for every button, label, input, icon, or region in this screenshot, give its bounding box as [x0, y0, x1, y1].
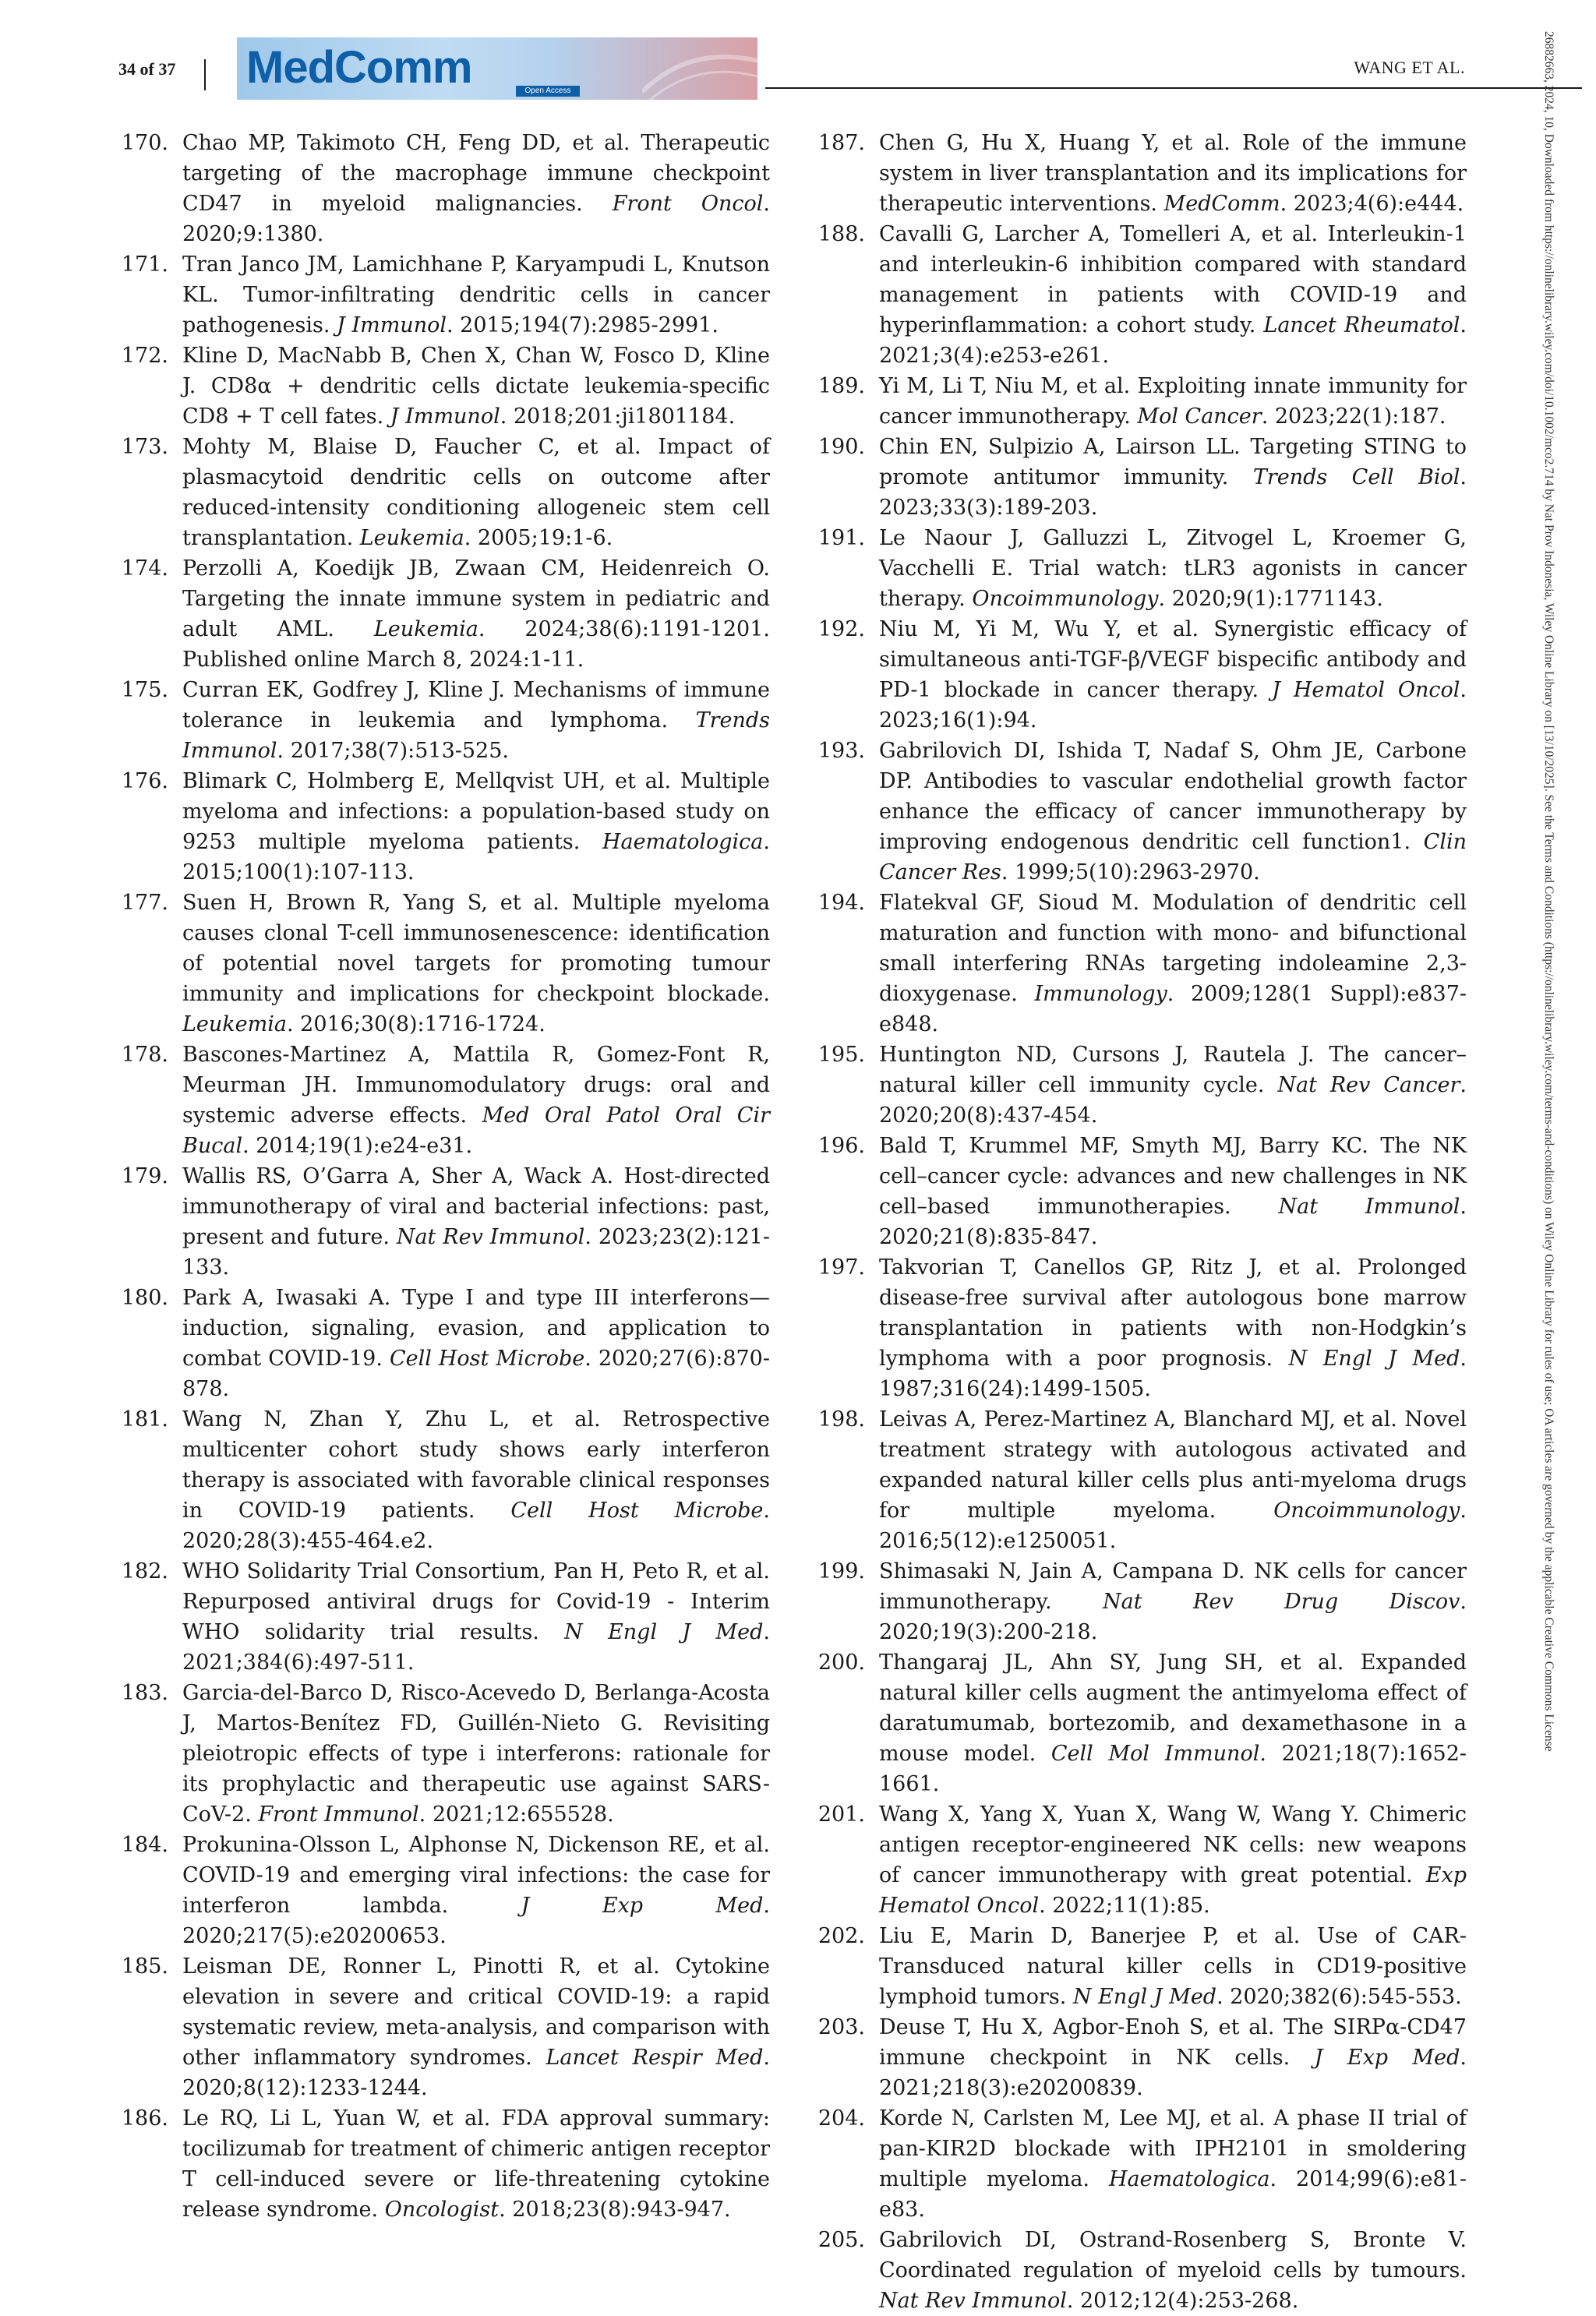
reference-journal: Front Immunol: [258, 1802, 419, 1827]
reference-item: [815, 1252, 1467, 1404]
reference-number: 191.: [817, 526, 865, 550]
reference-journal: Nat Rev Immunol: [396, 1225, 585, 1249]
reference-citation: Park A, Iwasaki A. Type I and type III interferons—induction, signaling, evasion, and application to combat COVID-19.: [182, 1286, 770, 1371]
reference-item: [118, 888, 770, 1040]
reference-volume: . 2021;12:655528.: [418, 1802, 614, 1827]
reference-item: [118, 553, 770, 675]
reference-journal: Oncoimmunology: [972, 587, 1159, 611]
reference-citation: Le RQ, Li L, Yuan W, et al. FDA approval summary: tocilizumab for treatment of chimeric antigen receptor T cell-induced severe or life-threatening cytokine release syndrome.: [182, 2106, 770, 2222]
reference-item: [815, 2012, 1467, 2103]
reference-item: [815, 1647, 1467, 1799]
reference-number: 176.: [121, 769, 168, 793]
reference-number: 196.: [817, 1134, 865, 1158]
reference-item: [815, 2103, 1467, 2225]
reference-journal: Nat Rev Cancer: [1277, 1073, 1460, 1097]
reference-volume: . 2016;5(12):e1250051.: [879, 1499, 1467, 1553]
reference-volume: . 2012;12(4):253-268.: [1066, 2289, 1299, 2313]
reference-text: [879, 1040, 1467, 1131]
reference-item: [815, 128, 1467, 219]
reference-number: 197.: [817, 1255, 865, 1280]
reference-volume: . 2020;19(3):200-218.: [879, 1590, 1467, 1644]
reference-item: [815, 1040, 1467, 1131]
reference-number: 182.: [121, 1559, 168, 1583]
reference-text: [182, 1040, 770, 1161]
journal-logo: [237, 37, 757, 100]
reference-citation: Deuse T, Hu X, Agbor-Enoh S, et al. The SIRPα-CD47 immune checkpoint in NK cells.: [879, 2015, 1467, 2070]
references-left-column: [118, 128, 770, 2225]
reference-volume: . 2021;3(4):e253-e261.: [879, 313, 1467, 368]
reference-volume: . 2023;33(3):189-203.: [879, 465, 1467, 520]
reference-item: [815, 1131, 1467, 1252]
reference-volume: . 2020;382(6):545-553.: [1216, 1985, 1462, 2009]
reference-number: 183.: [121, 1681, 168, 1705]
reference-journal: Lancet Respir Med: [546, 2046, 764, 2070]
reference-text: [879, 888, 1467, 1040]
reference-volume: . 2018;23(8):943-947.: [499, 2198, 731, 2222]
reference-journal: J Hematol Oncol: [1272, 678, 1460, 702]
reference-volume: . 2005;19:1-6.: [464, 526, 613, 550]
reference-item: [815, 2225, 1467, 2316]
reference-journal: Immunology: [1034, 982, 1167, 1006]
reference-text: [879, 128, 1467, 219]
reference-number: 175.: [121, 678, 168, 702]
reference-citation: Cavalli G, Larcher A, Tomelleri A, et al. Interleukin-1 and interleukin-6 inhibition compared with standard management in patients with COVID-19 and hyperinflammation: a cohort study.: [879, 222, 1467, 337]
reference-text: [879, 2012, 1467, 2103]
reference-text: [879, 1131, 1467, 1252]
reference-volume: . 2014;99(6):e81-e83.: [879, 2167, 1467, 2222]
reference-volume: . 2021;18(7):1652-1661.: [879, 1742, 1467, 1796]
reference-text: [182, 1678, 770, 1830]
reference-volume: . 2009;128(1 Suppl):e837-e848.: [879, 982, 1467, 1036]
reference-item: [815, 523, 1467, 614]
reference-volume: . 2016;30(8):1716-1724.: [286, 1012, 546, 1036]
reference-citation: Niu M, Yi M, Wu Y, et al. Synergistic efficacy of simultaneous anti-TGF-β/VEGF bispecific antibody and PD-1 blockade in cancer therapy.: [879, 617, 1467, 702]
reference-item: [118, 1161, 770, 1283]
reference-citation: Blimark C, Holmberg E, Mellqvist UH, et al. Multiple myeloma and infections: a population-based study on 9253 multiple myeloma patients.: [182, 769, 770, 854]
reference-number: 174.: [121, 556, 168, 581]
reference-journal: Leukemia: [373, 617, 478, 641]
header-separator: [204, 59, 206, 90]
download-sidebar: [1541, 31, 1570, 2073]
reference-citation: Bald T, Krummel MF, Smyth MJ, Barry KC. The NK cell–cancer cycle: advances and new challenges in NK cell–based immunotherapies.: [879, 1134, 1467, 1219]
reference-volume: . 2023;4(6):e444.: [1280, 192, 1464, 216]
download-notice: 26882663, 2024, 10, Downloaded from https://onlinelibrary.wiley.com/doi/10.1002/mco2.714 by Nat Prov Indonesia, Wiley Online Library on [13/10/2025]. See the Terms and Conditions (https://onlinelibrary.wiley.com/terms-and-conditions) on Wiley Online Library for rules of use; OA articles are governed by the applicable Creative Commons License: [1542, 31, 1555, 1752]
reference-item: [118, 766, 770, 888]
reference-text: [879, 1404, 1467, 1556]
reference-text: [879, 432, 1467, 523]
reference-item: [118, 432, 770, 553]
reference-item: [118, 128, 770, 249]
reference-citation: Mohty M, Blaise D, Faucher C, et al. Impact of plasmacytoid dendritic cells on outcome after reduced-intensity conditioning allogeneic stem cell transplantation.: [182, 435, 770, 550]
reference-journal: J Immunol: [390, 404, 500, 429]
reference-citation: Bascones-Martinez A, Mattila R, Gomez-Font R, Meurman JH. Immunomodulatory drugs: oral and systemic adverse effects.: [182, 1043, 770, 1128]
reference-number: 187.: [817, 131, 865, 155]
reference-volume: . 2021;218(3):e20200839.: [879, 2046, 1467, 2100]
reference-text: [182, 2103, 770, 2225]
reference-item: [815, 1799, 1467, 1921]
reference-item: [118, 341, 770, 432]
running-author: WANG ET AL.: [1354, 58, 1465, 77]
reference-citation: Curran EK, Godfrey J, Kline J. Mechanisms of immune tolerance in leukemia and lymphoma.: [182, 678, 770, 733]
reference-item: [118, 2103, 770, 2225]
reference-number: 181.: [121, 1407, 168, 1432]
reference-number: 188.: [817, 222, 865, 246]
logo-decoration-icon: [642, 37, 757, 100]
reference-number: 189.: [817, 374, 865, 398]
reference-citation: Chao MP, Takimoto CH, Feng DD, et al. Therapeutic targeting of the macrophage immune checkpoint CD47 in myeloid malignancies.: [182, 131, 770, 216]
reference-journal: Clin Cancer Res: [879, 830, 1467, 884]
reference-citation: Leisman DE, Ronner L, Pinotti R, et al. Cytokine elevation in severe and critical COVID-19: a rapid systematic review, meta-analysis, and comparison with other inflammatory syndromes.: [182, 1954, 770, 2070]
reference-text: [879, 219, 1467, 371]
reference-number: 203.: [817, 2015, 865, 2039]
reference-item: [815, 1921, 1467, 2012]
reference-citation: Kline D, MacNabb B, Chen X, Chan W, Fosco D, Kline J. CD8α + dendritic cells dictate leukemia-specific CD8 + T cell fates.: [182, 344, 770, 429]
open-access-badge: Open Access: [516, 86, 580, 97]
reference-citation: Tran Janco JM, Lamichhane P, Karyampudi L, Knutson KL. Tumor-infiltrating dendritic cells in cancer pathogenesis.: [182, 252, 770, 337]
reference-text: [879, 614, 1467, 736]
reference-citation: Korde N, Carlsten M, Lee MJ, et al. A phase II trial of pan-KIR2D blockade with IPH2101 in smoldering multiple myeloma.: [879, 2106, 1467, 2191]
reference-citation: Chin EN, Sulpizio A, Lairson LL. Targeting STING to promote antitumor immunity.: [879, 435, 1467, 489]
reference-text: [182, 1556, 770, 1678]
reference-journal: Trends Immunol: [182, 708, 770, 763]
reference-journal: Leukemia: [359, 526, 464, 550]
reference-text: [182, 888, 770, 1040]
reference-citation: Huntington ND, Cursons J, Rautela J. The cancer–natural killer cell immunity cycle.: [879, 1043, 1467, 1097]
reference-volume: . 2022;11(1):85.: [1039, 1894, 1210, 1918]
reference-text: [879, 736, 1467, 888]
reference-number: 194.: [817, 891, 865, 915]
page-header: [118, 37, 1465, 103]
header-rule: [765, 87, 1582, 89]
reference-item: [118, 1678, 770, 1830]
reference-citation: Gabrilovich DI, Ostrand-Rosenberg S, Bronte V. Coordinated regulation of myeloid cells by tumours.: [879, 2228, 1467, 2282]
reference-journal: J Exp Med: [1314, 2046, 1460, 2070]
reference-text: [182, 1283, 770, 1404]
reference-item: [118, 675, 770, 766]
page-number: 34 of 37: [118, 59, 176, 79]
reference-item: [815, 1404, 1467, 1556]
reference-item: [815, 432, 1467, 523]
reference-number: 184.: [121, 1833, 168, 1857]
reference-number: 185.: [121, 1954, 168, 1979]
reference-journal: Med Oral Patol Oral Cir Bucal: [182, 1103, 771, 1158]
reference-text: [182, 432, 770, 553]
reference-journal: Nat Rev Drug Discov: [1103, 1590, 1460, 1614]
reference-text: [879, 2103, 1467, 2225]
reference-journal: Leukemia: [182, 1012, 287, 1036]
reference-citation: Le Naour J, Galluzzi L, Zitvogel L, Kroemer G, Vacchelli E. Trial watch: tLR3 agonists in cancer therapy.: [879, 526, 1467, 611]
reference-citation: Perzolli A, Koedijk JB, Zwaan CM, Heidenreich O. Targeting the innate immune system in pediatric and adult AML.: [182, 556, 770, 641]
reference-citation: Wang N, Zhan Y, Zhu L, et al. Retrospective multicenter cohort study shows early interferon therapy is associated with favorable clinical responses in COVID-19 patients.: [182, 1407, 770, 1523]
reference-journal: Haematologica: [1108, 2167, 1270, 2191]
reference-text: [879, 1921, 1467, 2012]
reference-citation: Gabrilovich DI, Ishida T, Nadaf S, Ohm JE, Carbone DP. Antibodies to vascular endothelial growth factor enhance the efficacy of cancer immunotherapy by improving endogenous dendritic cell function1.: [879, 739, 1467, 854]
reference-journal: Oncoimmunology: [1273, 1499, 1460, 1523]
reference-number: 179.: [121, 1164, 168, 1188]
reference-volume: . 2023;23(2):121-133.: [182, 1225, 770, 1280]
reference-text: [182, 553, 770, 675]
reference-text: [182, 766, 770, 888]
reference-citation: Wallis RS, O’Garra A, Sher A, Wack A. Host-directed immunotherapy of viral and bacterial infections: past, present and future.: [182, 1164, 770, 1249]
reference-text: [879, 523, 1467, 614]
reference-text: [879, 2225, 1467, 2316]
reference-text: [879, 1252, 1467, 1404]
reference-number: 170.: [121, 131, 168, 155]
reference-text: [879, 371, 1467, 432]
reference-number: 195.: [817, 1043, 865, 1067]
reference-volume: . 2020;9(1):1771143.: [1158, 587, 1383, 611]
reference-journal: Nat Immunol: [1278, 1195, 1460, 1219]
reference-text: [879, 1556, 1467, 1647]
reference-citation: Suen H, Brown R, Yang S, et al. Multiple myeloma causes clonal T-cell immunosenescence: identification of potential novel targets for promoting tumour immunity and implications for checkpoint blockade.: [182, 891, 770, 1006]
reference-item: [118, 1040, 770, 1161]
reference-journal: J Immunol: [337, 313, 447, 337]
reference-citation: Takvorian T, Canellos GP, Ritz J, et al. Prolonged disease-free survival after autologous bone marrow transplantation in patients with non-Hodgkin’s lymphoma with a poor prognosis.: [879, 1255, 1467, 1371]
reference-item: [815, 614, 1467, 736]
reference-item: [815, 1556, 1467, 1647]
reference-journal: Cell Host Microbe: [510, 1499, 764, 1523]
reference-item: [118, 1404, 770, 1556]
reference-citation: Thangaraj JL, Ahn SY, Jung SH, et al. Expanded natural killer cells augment the antimyeloma effect of daratumumab, bortezomib, and dexamethasone in a mouse model.: [879, 1651, 1467, 1766]
reference-journal: Lancet Rheumatol: [1263, 313, 1460, 337]
reference-citation: WHO Solidarity Trial Consortium, Pan H, Peto R, et al. Repurposed antiviral drugs for Covid-19 - Interim WHO solidarity trial results.: [182, 1559, 770, 1644]
reference-volume: . 1999;5(10):2963-2970.: [1001, 860, 1260, 884]
reference-citation: Shimasaki N, Jain A, Campana D. NK cells for cancer immunotherapy.: [879, 1559, 1467, 1614]
reference-text: [182, 1951, 770, 2103]
reference-item: [815, 736, 1467, 888]
reference-citation: Prokunina-Olsson L, Alphonse N, Dickenson RE, et al. COVID-19 and emerging viral infections: the case for interferon lambda.: [182, 1833, 770, 1918]
reference-journal: Mol Cancer: [1137, 404, 1262, 429]
reference-number: 193.: [817, 739, 865, 763]
reference-item: [118, 1951, 770, 2103]
reference-item: [815, 219, 1467, 371]
reference-number: 172.: [121, 344, 168, 368]
reference-journal: Trends Cell Biol: [1252, 465, 1460, 489]
reference-volume: . 2021;384(6):497-511.: [182, 1620, 770, 1675]
reference-citation: Liu E, Marin D, Banerjee P, et al. Use of CAR-Transduced natural killer cells in CD19-positive lymphoid tumors.: [879, 1924, 1467, 2009]
reference-text: [879, 1647, 1467, 1799]
reference-text: [182, 1161, 770, 1283]
reference-number: 200.: [817, 1651, 865, 1675]
reference-text: [182, 675, 770, 766]
reference-number: 190.: [817, 435, 865, 459]
reference-number: 199.: [817, 1559, 865, 1583]
reference-item: [118, 1556, 770, 1678]
reference-volume: . 2017;38(7):513-525.: [277, 739, 509, 763]
reference-citation: Wang X, Yang X, Yuan X, Wang W, Wang Y. Chimeric antigen receptor-engineered NK cells: new weapons of cancer immunotherapy with great potential.: [879, 1802, 1467, 1887]
reference-journal: Oncologist: [384, 2198, 500, 2222]
reference-volume: . 1987;316(24):1499-1505.: [879, 1347, 1467, 1401]
reference-item: [118, 1830, 770, 1951]
reference-number: 186.: [121, 2106, 168, 2131]
reference-volume: . 2024;38(6):1191-1201. Published online March 8, 2024:1-11.: [182, 617, 770, 672]
reference-number: 192.: [817, 617, 865, 641]
reference-text: [182, 249, 770, 341]
reference-volume: . 2020;27(6):870-878.: [182, 1347, 770, 1401]
reference-volume: . 2020;28(3):455-464.e2.: [182, 1499, 770, 1553]
reference-number: 201.: [817, 1802, 865, 1827]
reference-number: 180.: [121, 1286, 168, 1310]
reference-journal: Front Oncol: [612, 192, 764, 216]
reference-number: 178.: [121, 1043, 168, 1067]
reference-volume: . 2015;194(7):2985-2991.: [446, 313, 719, 337]
reference-citation: Yi M, Li T, Niu M, et al. Exploiting innate immunity for cancer immunotherapy.: [879, 374, 1467, 429]
reference-journal: J Exp Med: [521, 1894, 764, 1918]
reference-journal: Exp Hematol Oncol: [879, 1863, 1467, 1918]
reference-item: [815, 371, 1467, 432]
logo-text: MedComm: [246, 42, 472, 93]
reference-text: [182, 128, 770, 249]
reference-volume: . 2020;21(8):835-847.: [879, 1195, 1467, 1249]
reference-citation: Flatekval GF, Sioud M. Modulation of dendritic cell maturation and function with mono- and bifunctional small interfering RNAs targeting indoleamine 2,3-dioxygenase.: [879, 891, 1467, 1006]
reference-item: [118, 249, 770, 341]
references-right-column: [815, 128, 1467, 2316]
reference-text: [182, 1830, 770, 1951]
reference-journal: Cell Mol Immunol: [1050, 1742, 1260, 1766]
reference-number: 204.: [817, 2106, 865, 2131]
reference-number: 177.: [121, 891, 168, 915]
reference-journal: N Engl J Med: [1288, 1347, 1460, 1371]
reference-citation: Chen G, Hu X, Huang Y, et al. Role of the immune system in liver transplantation and its implications for therapeutic interventions.: [879, 131, 1467, 216]
reference-number: 202.: [817, 1924, 865, 1948]
reference-volume: . 2018;201:ji1801184.: [500, 404, 736, 429]
reference-volume: . 2014;19(1):e24-e31.: [242, 1134, 473, 1158]
reference-number: 171.: [121, 252, 168, 277]
reference-journal: Cell Host Microbe: [389, 1347, 585, 1371]
reference-text: [879, 1799, 1467, 1921]
reference-number: 173.: [121, 435, 168, 459]
reference-text: [182, 1404, 770, 1556]
reference-volume: . 2015;100(1):107-113.: [182, 830, 770, 884]
reference-journal: N Engl J Med: [1072, 1985, 1217, 2009]
reference-volume: . 2020;8(12):1233-1244.: [182, 2046, 770, 2100]
reference-citation: Leivas A, Perez-Martinez A, Blanchard MJ, et al. Novel treatment strategy with autologous activated and expanded natural killer cells plus anti-myeloma drugs for multiple myeloma.: [879, 1407, 1467, 1523]
reference-volume: . 2020;217(5):e20200653.: [182, 1894, 770, 1948]
reference-number: 205.: [817, 2228, 865, 2252]
reference-item: [815, 888, 1467, 1040]
reference-journal: MedComm: [1163, 192, 1280, 216]
reference-journal: N Engl J Med: [564, 1620, 764, 1644]
reference-item: [118, 1283, 770, 1404]
reference-citation: Garcia-del-Barco D, Risco-Acevedo D, Berlanga-Acosta J, Martos-Benítez FD, Guillén-Nieto G. Revisiting pleiotropic effects of type i interferons: rationale for its prophylactic and therapeutic use against SARS-CoV-2.: [182, 1681, 770, 1827]
reference-volume: . 2023;16(1):94.: [879, 678, 1467, 733]
reference-number: 198.: [817, 1407, 865, 1432]
reference-volume: . 2023;22(1):187.: [1261, 404, 1446, 429]
reference-journal: Nat Rev Immunol: [879, 2289, 1067, 2313]
reference-volume: . 2020;20(8):437-454.: [879, 1073, 1467, 1128]
reference-volume: . 2020;9:1380.: [182, 192, 770, 246]
reference-journal: Haematologica: [602, 830, 764, 854]
reference-text: [182, 341, 770, 432]
